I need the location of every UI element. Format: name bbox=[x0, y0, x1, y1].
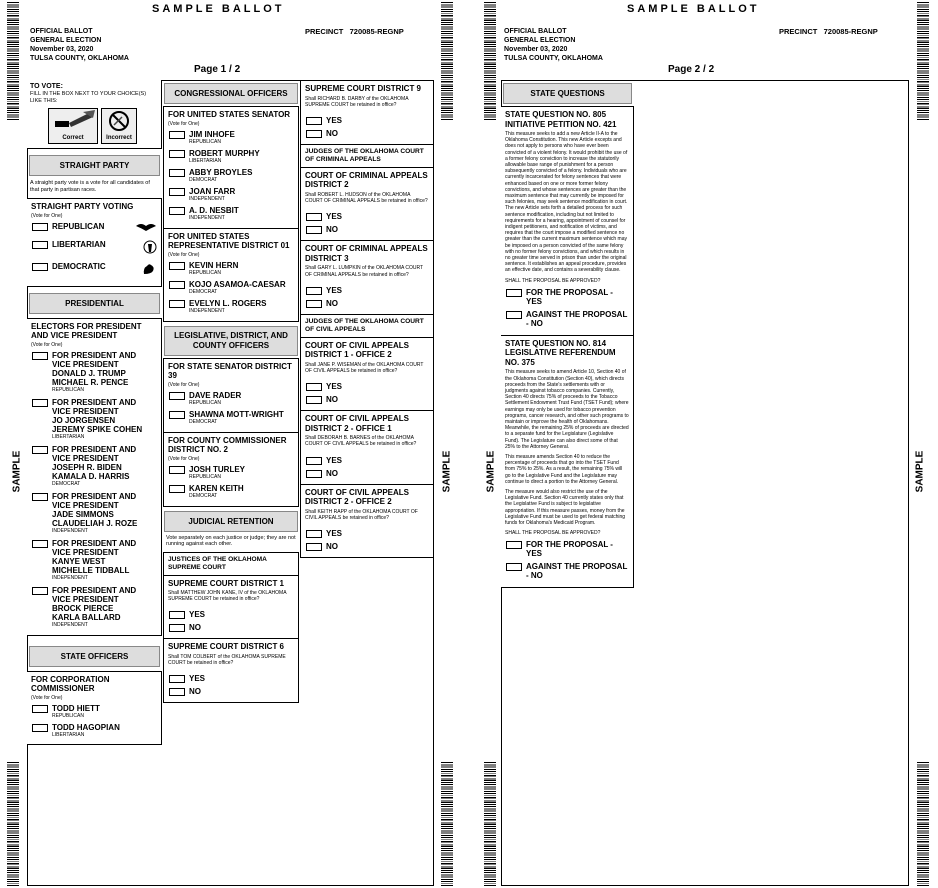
retention-sc9: SUPREME COURT DISTRICT 9 Shall RICHARD B. DARBY of the OKLAHOMA SUPREME COURT be retained in office? YES NO bbox=[300, 80, 434, 145]
page1-column-2 bbox=[163, 80, 299, 703]
retention-sc6: SUPREME COURT DISTRICT 6 Shall TOM COLBERT of the OKLAHOMA SUPREME COURT be retained in office? YES NO bbox=[163, 639, 299, 703]
president-name: KANYE WEST bbox=[52, 556, 106, 566]
sq814-ask: SHALL THE PROPOSAL BE APPROVED? bbox=[505, 530, 601, 537]
page-number-1: Page 1 / 2 bbox=[194, 64, 241, 75]
candidate-option[interactable]: JIM INHOFE REPUBLICAN bbox=[168, 130, 294, 145]
us-representative-contest: FOR UNITED STATES REPRESENTATIVE DISTRICT 01 (Vote for One) KEVIN HERN REPUBLICAN KOJO ASAMOA-CAESAR DEMOCRAT EVELYN L. ROGERS INDEPENDENT bbox=[163, 229, 299, 322]
barcode-top-mid2 bbox=[484, 2, 496, 120]
vote-oval[interactable] bbox=[169, 624, 185, 632]
instructions-box bbox=[27, 80, 162, 149]
us-senator-title: FOR UNITED STATES SENATOR bbox=[168, 110, 291, 119]
vote-oval[interactable] bbox=[169, 169, 185, 177]
vote-oval[interactable] bbox=[32, 241, 48, 249]
sample-side-mid1: SAMPLE bbox=[441, 450, 453, 493]
candidate-option[interactable]: ABBY BROYLES DEMOCRAT bbox=[168, 168, 294, 183]
state-senator-title: FOR STATE SENATOR DISTRICT 39 bbox=[168, 361, 292, 380]
president-name: JADE SIMMONS bbox=[52, 509, 114, 519]
straight-party-header: STRAIGHT PARTY bbox=[29, 155, 160, 176]
candidate-option[interactable]: KAREN KEITH DEMOCRAT bbox=[168, 484, 294, 499]
vice-president-name: MICHELLE TIDBALL bbox=[52, 565, 130, 575]
barcode-top-left bbox=[7, 2, 19, 120]
precinct-page2: PRECINCT 720085-REGNP bbox=[779, 27, 878, 36]
judicial-retention-header: JUDICIAL RETENTION bbox=[164, 511, 298, 532]
retention-yes[interactable]: YES bbox=[305, 456, 429, 465]
vote-oval[interactable] bbox=[306, 130, 322, 138]
retention-yes[interactable]: YES bbox=[305, 529, 429, 538]
retention-no[interactable]: NO bbox=[305, 299, 429, 308]
retention-yes[interactable]: YES bbox=[305, 382, 429, 391]
vice-president-name: CLAUDELIAH J. ROZE bbox=[52, 518, 138, 528]
presidential-ticket-option[interactable]: FOR PRESIDENT AND VICE PRESIDENT JOSEPH R. BIDEN KAMALA D. HARRIS DEMOCRAT bbox=[31, 445, 157, 487]
vote-oval[interactable] bbox=[169, 392, 185, 400]
vice-president-name: MICHAEL R. PENCE bbox=[52, 377, 129, 387]
vote-oval[interactable] bbox=[169, 150, 185, 158]
vote-oval[interactable] bbox=[169, 485, 185, 493]
vote-oval[interactable] bbox=[306, 470, 322, 478]
vote-oval[interactable] bbox=[506, 563, 522, 571]
us-senator-contest: FOR UNITED STATES SENATOR (Vote for One) JIM INHOFE REPUBLICAN ROBERT MURPHY LIBERTARIAN ABBY BROYLES DEMOCRAT JOAN FARR INDEPENDENT A. D. NESBIT INDEPENDENT bbox=[163, 106, 299, 229]
vote-oval[interactable] bbox=[169, 611, 185, 619]
sq814-text3: The measure would also restrict the use of the Legislative Fund. Section 40 currently states only that the Legislative Fund is subject to legislative appropriation. If this measure passes, money from the Legislative Fund must be used to get federal matching funds for Oklahoma's Medicaid Program. bbox=[505, 489, 626, 527]
retention-no[interactable]: NO bbox=[305, 469, 429, 478]
pen-marking-icon bbox=[49, 109, 97, 133]
vote-oval[interactable] bbox=[306, 530, 322, 538]
straight-party-republican[interactable]: REPUBLICAN bbox=[31, 222, 157, 232]
vote-oval[interactable] bbox=[306, 396, 322, 404]
no-symbol-icon bbox=[102, 109, 136, 133]
vote-oval[interactable] bbox=[506, 541, 522, 549]
barcode-bottom-right bbox=[917, 762, 929, 886]
justices-header: JUSTICES OF THE OKLAHOMA SUPREME COURT bbox=[163, 552, 299, 576]
presidential-title: ELECTORS FOR PRESIDENT AND VICE PRESIDENT bbox=[31, 321, 142, 340]
presidential-ticket-option[interactable]: FOR PRESIDENT AND VICE PRESIDENT BROCK PIERCE KARLA BALLARD INDEPENDENT bbox=[31, 586, 157, 628]
retention-yes[interactable]: YES bbox=[305, 116, 429, 125]
candidate-option[interactable]: TODD HIETT REPUBLICAN bbox=[31, 704, 157, 719]
president-name: JO JORGENSEN bbox=[52, 415, 116, 425]
state-officers-header: STATE OFFICERS bbox=[29, 646, 160, 667]
sq814-title: STATE QUESTION NO. 814 LEGISLATIVE REFERENDUM NO. 375 bbox=[505, 338, 616, 367]
liberty-torch-icon bbox=[143, 240, 157, 254]
retention-yes[interactable]: YES bbox=[168, 610, 294, 619]
election-date: November 03, 2020 bbox=[30, 46, 94, 53]
page2-column-1 bbox=[501, 80, 634, 588]
incorrect-example: Incorrect bbox=[101, 108, 137, 144]
presidential-ticket-option[interactable]: FOR PRESIDENT AND VICE PRESIDENT JO JORGENSEN JEREMY SPIKE COHEN LIBERTARIAN bbox=[31, 398, 157, 440]
barcode-top-right bbox=[917, 2, 929, 120]
vote-oval[interactable] bbox=[169, 466, 185, 474]
vote-oval[interactable] bbox=[32, 399, 48, 407]
vote-oval[interactable] bbox=[169, 688, 185, 696]
retention-no[interactable]: NO bbox=[305, 395, 429, 404]
retention-no[interactable]: NO bbox=[305, 129, 429, 138]
ballot-title-page1: SAMPLE BALLOT bbox=[152, 3, 285, 15]
sq805-title: STATE QUESTION NO. 805 INITIATIVE PETITION NO. 421 bbox=[505, 110, 617, 129]
barcode-bottom-mid2 bbox=[484, 762, 496, 886]
vote-oval[interactable] bbox=[32, 446, 48, 454]
retention-yes[interactable]: YES bbox=[168, 674, 294, 683]
retention-cca2: COURT OF CRIMINAL APPEALS DISTRICT 2 Shall ROBERT L. HUDSON of the OKLAHOMA COURT OF CRIMINAL APPEALS be retained in office? YES NO bbox=[300, 168, 434, 241]
county-commissioner-title: FOR COUNTY COMMISSIONER DISTRICT NO. 2 bbox=[168, 435, 287, 454]
rooster-icon bbox=[141, 262, 157, 276]
retention-sc1: SUPREME COURT DISTRICT 1 Shall MATTHEW JOHN KANE, IV of the OKLAHOMA SUPREME COURT be retained in office? YES NO bbox=[163, 576, 299, 640]
president-name: JOSEPH R. BIDEN bbox=[52, 462, 122, 472]
vice-president-name: KAMALA D. HARRIS bbox=[52, 471, 130, 481]
presidential-contest: ELECTORS FOR PRESIDENT AND VICE PRESIDENT (Vote for One) FOR PRESIDENT AND VICE PRESIDENT DONALD J. TRUMP MICHAEL R. PENCE REPUBLICAN FOR PRESIDENT AND VICE PRESIDENT JO JORGENSEN JEREMY SPIKE COHEN LIBERTARIAN FOR PRESIDENT AND VICE PRESIDENT JOSEPH R. BIDEN KAMALA D. HARRIS DEMOCRAT FOR PRESIDENT AND VICE PRESIDENT JADE SIMMONS CLAUDELIAH J. ROZE INDEPENDENT FOR PRESIDENT AND VICE PRESIDENT KANYE WEST MICHELLE TIDBALL INDEPENDENT FOR PRESIDENT AND VICE PRESIDENT BROCK PIERCE KARLA BALLARD INDEPENDENT bbox=[27, 318, 162, 636]
presidential-ticket-option[interactable]: FOR PRESIDENT AND VICE PRESIDENT DONALD J. TRUMP MICHAEL R. PENCE REPUBLICAN bbox=[31, 351, 157, 393]
candidate-option[interactable]: KOJO ASAMOA-CAESAR DEMOCRAT bbox=[168, 280, 294, 295]
retention-no[interactable]: NO bbox=[305, 225, 429, 234]
vote-oval[interactable] bbox=[32, 724, 48, 732]
retention-cca3: COURT OF CRIMINAL APPEALS DISTRICT 3 Shall GARY L. LUMPKIN of the OKLAHOMA COURT OF CRIMINAL APPEALS be retained in office? YES NO bbox=[300, 241, 434, 314]
candidate-option[interactable]: KEVIN HERN REPUBLICAN bbox=[168, 261, 294, 276]
sq814-text1: This measure seeks to amend Article 10, Section 40 of the Oklahoma Constitution (Section 40), which directs proceeds from the State's settlements with or judgments against tobacco companies. Currently, Section 40 directs 75% of proceeds to the Tobacco Settlement Endowment Trust Fund (TSET Fund); where earnings may only be used for tobacco prevention programs, cancer research, and other such programs to maintain or improve the health of Oklahomans. Meanwhile, the remaining 25% of proceeds are directed to a separate fund for the Legislature (Legislative Fund). The Legislature can also direct some of that 25% to the Attorney General. bbox=[505, 369, 629, 450]
sample-side-right: SAMPLE bbox=[914, 450, 926, 493]
retention-civ21: COURT OF CIVIL APPEALS DISTRICT 2 - OFFICE 1 Shall DEBORAH B. BARNES of the OKLAHOMA COURT OF CIVIL APPEALS be retained in office? YES NO bbox=[300, 411, 434, 484]
president-name: DONALD J. TRUMP bbox=[52, 368, 126, 378]
candidate-option[interactable]: JOSH TURLEY REPUBLICAN bbox=[168, 465, 294, 480]
page-number-2: Page 2 / 2 bbox=[668, 64, 715, 75]
vote-oval[interactable] bbox=[169, 188, 185, 196]
congressional-header: CONGRESSIONAL OFFICERS bbox=[164, 83, 298, 104]
vote-oval[interactable] bbox=[306, 300, 322, 308]
vote-oval[interactable] bbox=[32, 493, 48, 501]
vote-oval[interactable] bbox=[306, 226, 322, 234]
sq805-text: This measure seeks to add a new Article II-A to the Oklahoma Constitution. This new Article excepts and does not apply to persons who have ever been convicted of a violent felony. It would prohibit the use of a former felony conviction to increase the statutorily allowable base range of punishment for a person subsequently convicted of a felony. Individuals who are currently incarcerated for felony sentences that were enhanced based on one or more former felony convictions, and whose sentences are greater than the maximum sentence that may currently be imposed for such felonies, may seek sentence modification in court. The new Article sets forth a detailed process for such sentence modification, including but not limited to requirements for a hearing, appointment of counsel for indigent petitioners, and notification of victims, and requires that the court impose a modified sentence no greater than the current maximum sentence which may be imposed on a person convicted of the same felony with no former felony convictions, and which results in no greater time served in prison than under the original sentence. It establishes an appeal procedure, provides an effective date, and contains a severability clause. bbox=[505, 131, 628, 274]
vote-oval[interactable] bbox=[306, 287, 322, 295]
civil_header: JUDGES OF THE OKLAHOMA COURT OF CIVIL APPEALS bbox=[300, 315, 434, 338]
sq805-for[interactable]: FOR THE PROPOSAL - YES bbox=[505, 288, 629, 306]
ballot-info-page2: OFFICIAL BALLOT GENERAL ELECTION November 03, 2020 TULSA COUNTY, OKLAHOMA bbox=[504, 28, 603, 62]
straight-party-democratic[interactable]: DEMOCRATIC bbox=[31, 262, 157, 276]
criminal_header: JUDGES OF THE OKLAHOMA COURT OF CRIMINAL APPEALS bbox=[300, 145, 434, 168]
vote-oval[interactable] bbox=[32, 705, 48, 713]
us-representative-title: FOR UNITED STATES REPRESENTATIVE DISTRICT 01 bbox=[168, 231, 290, 250]
straight-party-libertarian[interactable]: LIBERTARIAN bbox=[31, 240, 157, 254]
correct-example: Correct bbox=[48, 108, 98, 144]
retention-civ22: COURT OF CIVIL APPEALS DISTRICT 2 - OFFICE 2 Shall KEITH RAPP of the OKLAHOMA COURT OF CIVIL APPEALS be retained in office? YES NO bbox=[300, 485, 434, 558]
candidate-option[interactable]: EVELYN L. ROGERS INDEPENDENT bbox=[168, 299, 294, 314]
vote-oval[interactable] bbox=[32, 263, 48, 271]
vote-oval[interactable] bbox=[169, 281, 185, 289]
vote-oval[interactable] bbox=[506, 289, 522, 297]
vote-oval[interactable] bbox=[169, 207, 185, 215]
ballot-title-page2: SAMPLE BALLOT bbox=[627, 3, 760, 15]
corporation-commissioner-title: FOR CORPORATION COMMISSIONER bbox=[31, 674, 110, 693]
vote-oval[interactable] bbox=[32, 352, 48, 360]
barcode-bottom-mid1 bbox=[441, 762, 453, 886]
vote-oval[interactable] bbox=[506, 311, 522, 319]
vice-president-name: KARLA BALLARD bbox=[52, 612, 121, 622]
candidate-option[interactable]: TODD HAGOPIAN LIBERTARIAN bbox=[31, 723, 157, 738]
instructions-title: TO VOTE: bbox=[30, 83, 63, 90]
judicial-note: Vote separately on each justice or judge; they are not running against each other. bbox=[166, 534, 296, 547]
vote-oval[interactable] bbox=[169, 262, 185, 270]
state-questions-header: STATE QUESTIONS bbox=[503, 83, 632, 104]
candidate-option[interactable]: A. D. NESBIT INDEPENDENT bbox=[168, 206, 294, 221]
election-label: GENERAL ELECTION bbox=[30, 37, 102, 44]
barcode-top-mid1 bbox=[441, 2, 453, 120]
vote-oval[interactable] bbox=[306, 457, 322, 465]
precinct-page1: PRECINCT 720085-REGNP bbox=[305, 27, 404, 36]
vote-oval[interactable] bbox=[169, 675, 185, 683]
sample-side-mid2: SAMPLE bbox=[485, 450, 497, 493]
vote-oval[interactable] bbox=[169, 411, 185, 419]
retention-no[interactable]: NO bbox=[168, 687, 294, 696]
vote-oval[interactable] bbox=[306, 383, 322, 391]
vote-oval[interactable] bbox=[169, 131, 185, 139]
corporation-commissioner-contest: FOR CORPORATION COMMISSIONER (Vote for One) TODD HIETT REPUBLICAN TODD HAGOPIAN LIBERTARIAN bbox=[27, 671, 162, 745]
instructions-text: FILL IN THE BOX NEXT TO YOUR CHOICE(S) LIKE THIS: bbox=[30, 91, 147, 104]
county-commissioner-contest: FOR COUNTY COMMISSIONER DISTRICT NO. 2 (Vote for One) JOSH TURLEY REPUBLICAN KAREN KEITH DEMOCRAT bbox=[163, 433, 299, 507]
sample-side-left: SAMPLE bbox=[11, 450, 23, 493]
vote-oval[interactable] bbox=[306, 213, 322, 221]
vote-oval[interactable] bbox=[306, 543, 322, 551]
state-question-814 bbox=[501, 336, 634, 589]
sq814-for[interactable]: FOR THE PROPOSAL - YES bbox=[505, 540, 629, 558]
sq805-against[interactable]: AGAINST THE PROPOSAL - NO bbox=[505, 310, 629, 328]
ballot-info-page1 bbox=[30, 27, 129, 63]
page1-column-3 bbox=[300, 80, 434, 558]
retention-no[interactable]: NO bbox=[305, 542, 429, 551]
county-label: TULSA COUNTY, OKLAHOMA bbox=[30, 55, 129, 62]
sq814-text2: This measure amends Section 40 to reduce the percentage of proceeds that go into the TSET Fund from 75% to 25%. As a result, the remaining 75% will go to the Legislative Fund and the Legislature may continue to direct a portion to the Attorney General. bbox=[505, 454, 623, 485]
sq814-against[interactable]: AGAINST THE PROPOSAL - NO bbox=[505, 562, 629, 580]
retention-civ1: COURT OF CIVIL APPEALS DISTRICT 1 - OFFICE 2 Shall JANE P. WISEMAN of the OKLAHOMA COURT OF CIVIL APPEALS be retained in office? YES NO bbox=[300, 338, 434, 411]
candidate-option[interactable]: DAVE RADER REPUBLICAN bbox=[168, 391, 294, 406]
presidential-ticket-option[interactable]: FOR PRESIDENT AND VICE PRESIDENT JADE SIMMONS CLAUDELIAH J. ROZE INDEPENDENT bbox=[31, 492, 157, 534]
presidential-ticket-option[interactable]: FOR PRESIDENT AND VICE PRESIDENT KANYE WEST MICHELLE TIDBALL INDEPENDENT bbox=[31, 539, 157, 581]
vote-oval[interactable] bbox=[32, 223, 48, 231]
barcode-bottom-left bbox=[7, 762, 19, 886]
retention-yes[interactable]: YES bbox=[305, 286, 429, 295]
vote-oval[interactable] bbox=[306, 117, 322, 125]
vote-oval[interactable] bbox=[32, 540, 48, 548]
page1-column-1 bbox=[27, 80, 162, 745]
state-question-805 bbox=[501, 106, 634, 336]
sq805-ask: SHALL THE PROPOSAL BE APPROVED? bbox=[505, 277, 601, 284]
legislative-header: LEGISLATIVE, DISTRICT, AND COUNTY OFFICERS bbox=[164, 326, 298, 356]
official-ballot-label: OFFICIAL BALLOT bbox=[30, 28, 93, 35]
candidate-option[interactable]: SHAWNA MOTT-WRIGHT DEMOCRAT bbox=[168, 410, 294, 425]
retention-no[interactable]: NO bbox=[168, 623, 294, 632]
straight-party-contest: STRAIGHT PARTY VOTING (Vote for One) REPUBLICAN LIBERTARIAN DEMOCRATIC bbox=[27, 198, 162, 287]
president-name: BROCK PIERCE bbox=[52, 603, 114, 613]
straight-party-note: A straight party vote is a vote for all candidates of that party in partisan races. bbox=[30, 180, 150, 193]
candidate-option[interactable]: ROBERT MURPHY LIBERTARIAN bbox=[168, 149, 294, 164]
vote-oval[interactable] bbox=[32, 587, 48, 595]
eagle-icon bbox=[135, 222, 157, 232]
presidential-header: PRESIDENTIAL bbox=[29, 293, 160, 314]
straight-party-title: STRAIGHT PARTY VOTING bbox=[31, 202, 134, 211]
vice-president-name: JEREMY SPIKE COHEN bbox=[52, 424, 143, 434]
state-senator-contest: FOR STATE SENATOR DISTRICT 39 (Vote for One) DAVE RADER REPUBLICAN SHAWNA MOTT-WRIGHT DEMOCRAT bbox=[163, 358, 299, 433]
candidate-option[interactable]: JOAN FARR INDEPENDENT bbox=[168, 187, 294, 202]
vote-oval[interactable] bbox=[169, 300, 185, 308]
retention-yes[interactable]: YES bbox=[305, 212, 429, 221]
